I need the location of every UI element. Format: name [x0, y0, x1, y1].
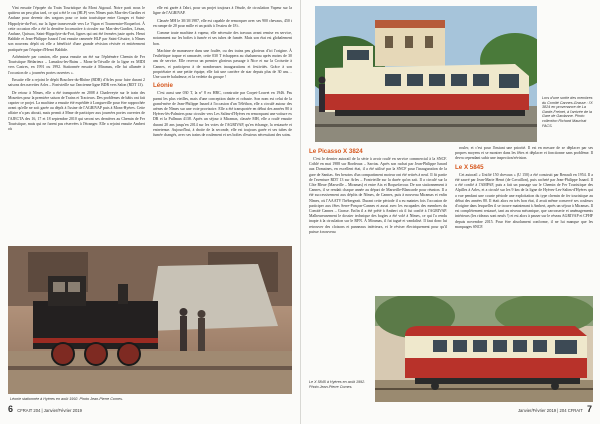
section-heading-x5845: Le X 5845: [455, 163, 484, 171]
section-heading-picasso: Le Picasso X 3824: [309, 148, 363, 155]
section-heading-leonie: Léonie: [153, 82, 173, 90]
paragraph: Machine de manœuvre dans une foulée, ou des trains peu glorieux d'ici l'origine. À l'esthétique trapue et ramassée, cette 030 T échappera au chalumeau après moins de 30 ans de service. Elle recevra un premier glorieux passage à Nice et sur la Croisette à Cannes, et participera à de nombreuses inaugurations et festivités. Grâce à son propriétaire et une petite équipe, elle fait une carrière de star depuis plus de 30 ans… Une sacrée baladeuse, et la vedette du groupe !: [153, 48, 292, 79]
photo-caption-x5845: Le X 5845 à Hyères en août 1992. Photo Jean-Pierre Comes.: [309, 380, 366, 389]
paragraph: Ensuite elle a rejoint le dépôt Bouches-du-Rhône (BDR) d'Arles pour faire durant 2 saisons des navettes Arles – Fontvieille sur l'ancienne ligne BDR vers Salon (RDT 13).: [8, 78, 145, 88]
paragraph: Cet autorail « Unifié 150 chevaux » (U 150) a été construit par Renault en 1954. Il a été sauvé par Jean-Marie Henri (de Cavaillon), puis racheté par Jean-Philippe Isnard. Il a été confié à l'AMPAF, puis a fait un passage sur le Chemin de Fer Touristique des Alpilles à Arles, et a circulé sur les 9 km de la ligne de Hyères-Les-Salins-d'Hyères qui a vue pendant une courte période une exploitation du type chemin de fer touristique au début des années 80. Il était alors en très bon état, il avait même conservé ses couleurs d'origine dans lesquelles il se trouve maintenant à Ambert, après un séjour à Miramas. Il est complètement restauré, tant au niveau mécanique, que carrosserie et aménagements intérieurs (les rideaux sont neufs !) et est alors à passer sur le réseau AGRIVAP et CFHF depuis novembre 2015. Pour être absolument conforme, il ne lui manque que les marquages SNCF.: [455, 172, 593, 229]
paragraph: Comme toute machine à vapeur, elle nécessite des travaux avant remise en service, notamment sur les boîtes à fumée et ses tubes de fumée. Mais son état est globalement bon.: [153, 31, 292, 46]
paragraph: De retour à Nîmes, elle a été transportée en 2008 à Chadeveyte sur le train des Mouettes pour la première saison de Trains et Tracteurs. Des problèmes de bâtis ont fait capoter ce projet. La machine a ensuite été expédiée à Longueville pour être rapprochée avant qu'elle ne soit garée au dépôt à l'usine de l'AGRIVAP puis à Mons-Hyères. Cette affaire n'a pas abouti, mais permit à Mme de participer aux journées portes ouvertes de l'AJECTA des 16, 17 et 18 septembre 2010 qui seront ses dernières au Chemin de Fer Touristique, mais qui ne furent pas réservées à l'étranger. Elle a rejoint ensuite Ambert où: [8, 90, 145, 132]
paragraph: Vint ensuite l'épopée du Train Touristique du Mont Aigoual. Notre parti nous le quittera un peu plus tard, ce qui a été le cas (HLP) vers Nîmes puis Mas-des-Gardies et Anduze pour devenir des wagons pour ce train touristique entre Gonges et Saint-Hippolyte-du-Fort, sur la ligne transversale vers Le Vigan et Tournemire-Roquefort. À cette occasion elle a été la dernière locomotive à circuler sur Mas-des-Gardies, Lézan, Anduze, Quissac, Saint-Hippolyte-du-Fort, lignes qui ont été fermées juste après. Henri Baldide et Jean-Philippe Isnard l'ont ensuite ramenée HLP par Saint-Césaire, à Nîmes son nouveau dépôt où elle a bénéficié d'une grande révision révisée et entièrement pratiquée par l'équipe d'Henri Baldide.: [8, 6, 145, 52]
page-footer-left: [8, 406, 82, 414]
right-text-column-2: [455, 146, 593, 294]
page-number: 7: [586, 404, 592, 414]
photo-caption-leonie: Léonie stationnée à Hyères en août 1992. Photo Jean-Pierre Comes.: [10, 397, 123, 401]
photo-x5845-railcar: [375, 296, 593, 402]
photo-picasso-railcar: [315, 6, 537, 142]
left-text-column-2: [153, 6, 292, 244]
paragraph: C'est aussi une 030 T, la n° 8 ex HBC, construite par Corpet-Louvet en 1946. Pas parmi les plus vieilles, mais d'une conception datée et robuste. Son nom est celui de la grand-mère de Jean-Philippe Isnard à l'occasion d'un Téléthon, elle a circulé autour des arènes de Nîmes sur une voie provisoire. Elle a été transportée en début des années 80 à Hyères-lès-Palmiers pour circuler vers Les Salins-d'Hyères en remorquant une voiture ex DR et la Pullman 4138. Après un séjour à Miramas, classée MH, elle a roulé ensuite durant 20 ans jusqu'en 2014 sur les voies de l'AGRIVAP, qu'en échange, la restaurée et entretenue. Aujourd'hui, à droite de la seconde, elle est toujours garée et ses tubes de fumée changés, avec ses trains de roulement et ses boîtes d'essieux nécessitant des soins.: [153, 91, 292, 138]
page-footer-right: [518, 406, 592, 414]
page-number: 6: [8, 404, 14, 414]
footer-text: CFRAIT 204 | Janvier/Février 2019: [17, 408, 82, 413]
paragraph: C'est le dernier autorail de la série à avoir roulé en service commercial à la SNCF. Criblé en mai 1988 sur Bordeaux – Sarrias. Après son rachat par Jean-Philippe Isnard aux Domaines, en excellent état, il a été utilisé par la SNCF pour l'inauguration de la gare de Sanitas. Ses besoins d'un compartiment moteur ont été retirés à neuf. Il fit partie de l'aventure RDT 13 sur Arles – Fontvieille sur la durée qu'on sait. Il a circulé sur la Côte Bleue (Marseille – Miramas) et entre Aix et Roquefavour. De son stationnement à Cannes, il se rendait chaque année au départ de Marseille-Blancarde pour réunion. Il a été successivement aux dépôts de Nîmes, de Cannes, puis à nouveau Miramas et enfin Nîmes, où l'AAATV l'hébergeait. Durant cette période il a eu maintes fois l'occasion de participer aux fêtes Serre-Ponçon-Cannes et aussi avec les escapades des membres du Comité Cannes – Grasse. Enfin il a été prêté à Ambert où il fut confié à l'AGRIVAP. Malheureusement le dossier technique des bogies a été volé à Nîmes, ce qui l'a rendu inapte à la circulation sur le RFN. À Miramas, il fut tagué et vandalisé. Il faut donc lui retrouver des cloisons et panneaux intérieurs, et le réviser électriquement pour qu'il puisse à nouveau: [309, 157, 447, 234]
paragraph: Achéminée par camion, elle passa ensuite un été sur l'éphémère Chemin de Fer Touristique Bédarieux – Lamalou-les-Bains – Mons-la-Trivalle de la ligne ex MIDI vers Castres, en 1991 ou 1992. Stationnée ensuite à Miramas, elle fut allumée à l'occasion de « journées portes ouvertes ».: [8, 55, 145, 75]
photo-caption-picasso: Lors d'une sortie des membres du Comité Cannes-Grasse : l'X 3824 en provenance de La Garde-Freinet, à l'arrivée de la Gare de Gardanne. Photo collection Richard Mauchat FACS.: [542, 96, 593, 128]
paragraph: elle est garée à l'abri, pour un projet toujours à l'étude, de circulation Vapeur sur la ligne de l'AGRIVAP.: [153, 6, 292, 16]
photo-leonie-locomotive: [8, 246, 292, 394]
right-page: [300, 0, 600, 424]
paragraph: Classée MH le 30/10/1987, elle est capable de remorquer avec ses 900 chevaux, 450 t en rampe de 20 pour mille et un poids à l'essieu de 18 t.: [153, 18, 292, 28]
paragraph: rouler, et c'est pour l'instant une priorité. Il est en mesure de se déplacer par ses propres moyens et se montrer dans les fêtes et déplacer et fonctionne sans problème. Il devra cependant subir une inspection/révision.: [455, 146, 593, 161]
footer-text: Janvier/Février 2019 | 204 CFRAIT: [517, 408, 583, 413]
left-text-column-1: [8, 6, 145, 244]
